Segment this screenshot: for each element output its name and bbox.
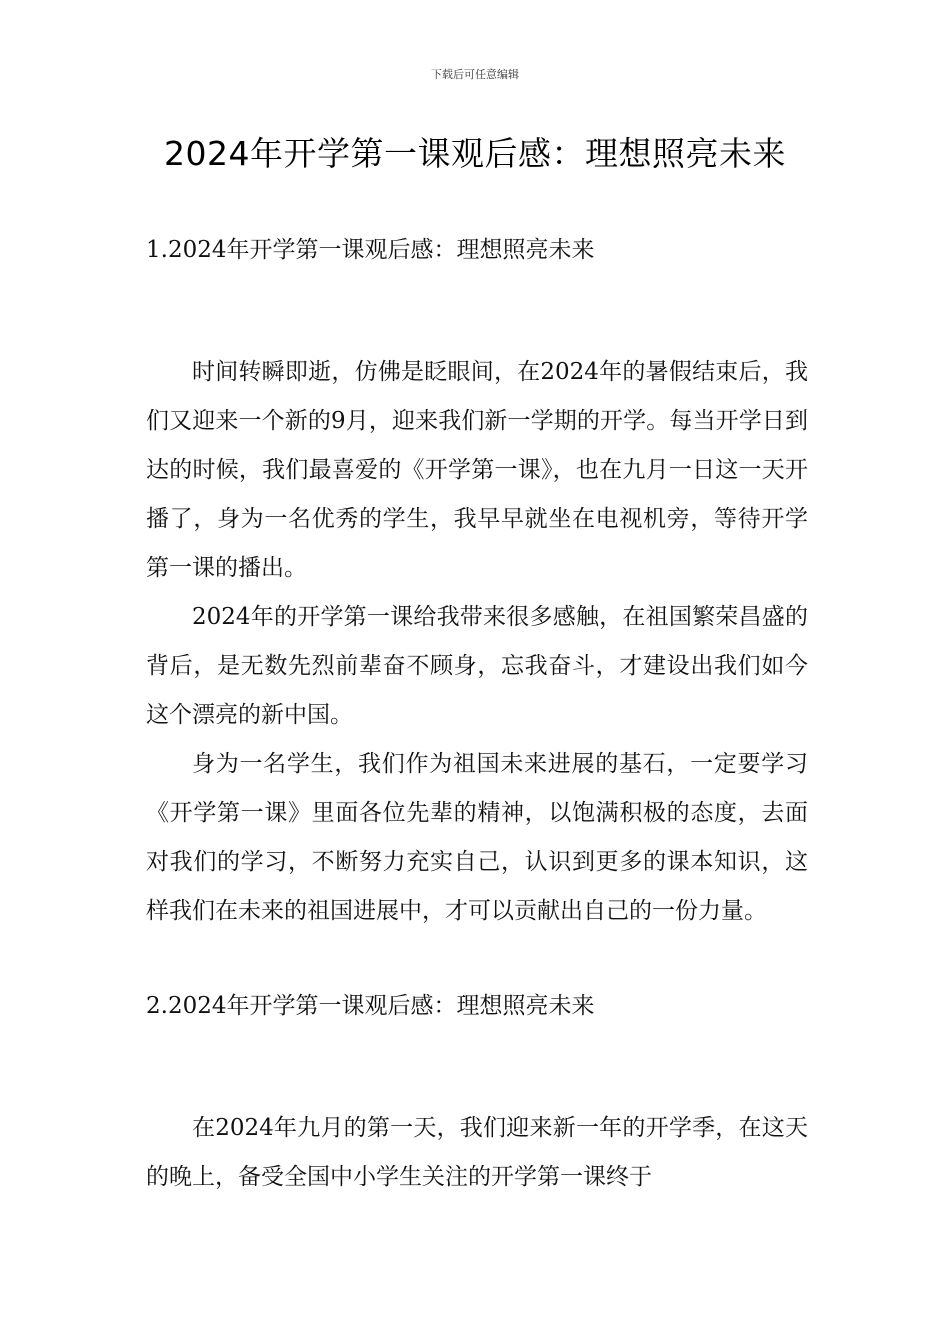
document-body xyxy=(146,226,808,1202)
paragraph: 在2024年九月的第一天，我们迎来新一年的开学季，在这天的晚上，备受全国中小学生关注的开学第一课终于 xyxy=(146,1115,808,1190)
section-gap xyxy=(146,275,808,324)
header-note: 下载后可任意编辑 xyxy=(431,68,519,81)
paragraph: 2024年的开学第一课给我带来很多感触，在祖国繁荣昌盛的背后，是无数先烈前辈奋不顾身，忘我奋斗，才建设出我们如今这个漂亮的新中国。 xyxy=(146,604,808,728)
paragraph: 时间转瞬即逝，仿佛是眨眼间，在2024年的暑假结束后，我们又迎来一个新的9月，迎来我们新一学期的开学。每当开学日到达的时候，我们最喜爱的《开学第一课》，也在九月一日这一天开播了，身为一名优秀的学生，我早早就坐在电视机旁，等待开学第一课的播出。 xyxy=(146,359,808,581)
section-gap xyxy=(146,1031,808,1080)
document-title: 2024年开学第一课观后感：理想照亮未来 xyxy=(164,134,786,173)
section-heading-2: 2.2024年开学第一课观后感：理想照亮未来 xyxy=(146,993,595,1019)
paragraph: 身为一名学生，我们作为祖国未来进展的基石，一定要学习《开学第一课》里面各位先辈的精神，以饱满积极的态度，去面对我们的学习，不断努力充实自己，认识到更多的课本知识，这样我们在未来的祖国进展中，才可以贡献出自己的一份力量。 xyxy=(146,751,808,924)
section-heading-1: 1.2024年开学第一课观后感：理想照亮未来 xyxy=(146,237,595,263)
